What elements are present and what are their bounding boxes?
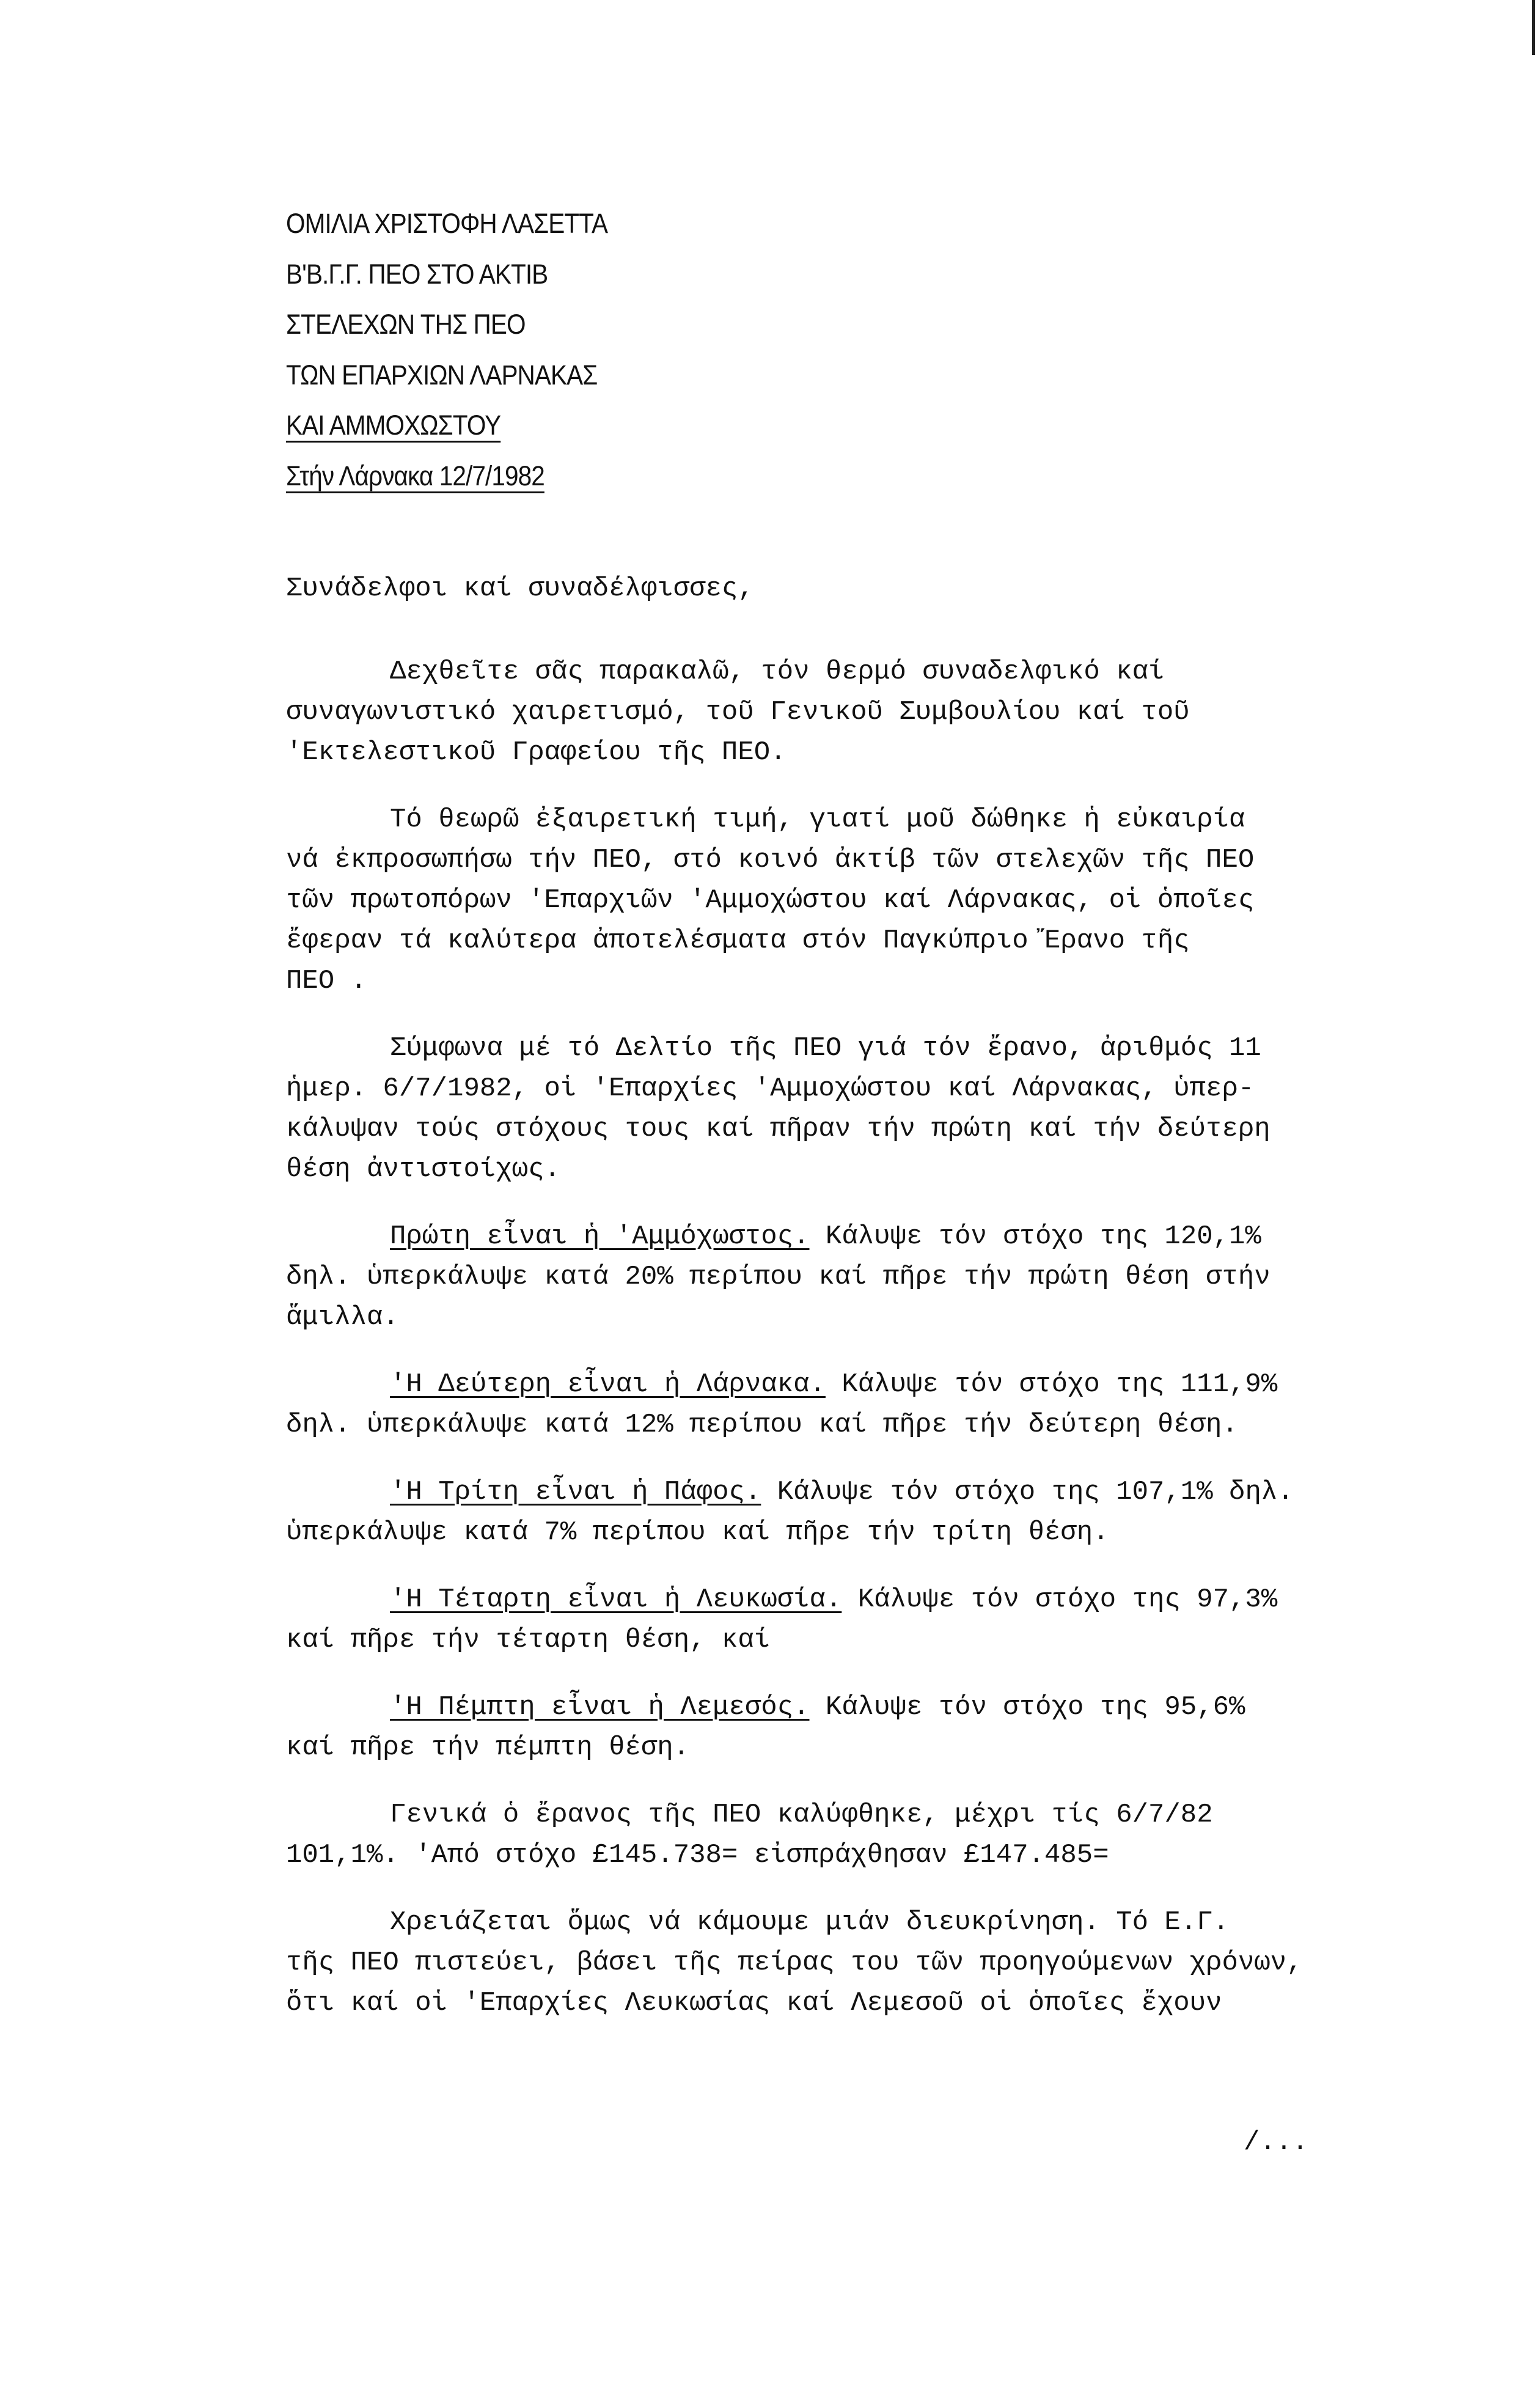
document-body [286, 568, 1447, 2023]
paragraph-ammochostos [286, 1216, 1447, 1337]
paragraph-2 [286, 800, 1447, 1001]
page-edge-mark [1532, 0, 1535, 55]
paragraph-limassol [286, 1687, 1447, 1768]
text-line: 101,1%. 'Από στόχο £145.738= εἰσπράχθησαν £147.485= [286, 1840, 1109, 1870]
underlined-ranking: 'Η Πέμπτη εἶναι ἡ Λεμεσός. [390, 1692, 810, 1723]
text-line: νά ἐκπροσωπήσω τήν ΠΕΟ, στό κοινό ἀκτίβ τῶν στελεχῶν τῆς ΠΕΟ [286, 845, 1255, 875]
paragraph-1 [286, 652, 1447, 773]
text-line: καί πῆρε τήν πέμπτη θέση. [286, 1732, 690, 1763]
underlined-ranking: Πρώτη εἶναι ἡ 'Αμμόχωστος. [390, 1221, 810, 1252]
continuation-mark: /... [1244, 2127, 1308, 2158]
heading-date-line: Στήν Λάρνακα 12/7/1982 [286, 460, 544, 491]
text-line: κάλυψαν τούς στόχους τους καί πῆραν τήν πρώτη καί τήν δεύτερη [286, 1114, 1270, 1144]
text-line: δηλ. ὑπερκάλυψε κατά 12% περίπου καί πῆρε τήν δεύτερη θέση. [286, 1410, 1238, 1440]
text-line: ὅτι καί οἱ 'Επαρχίες Λευκωσίας καί Λεμεσοῦ οἱ ὁποῖες ἔχουν [286, 1988, 1222, 2018]
paragraph-totals [286, 1795, 1447, 1875]
heading-line: ΟΜΙΛΙΑ ΧΡΙΣΤΟΦΗ ΛΑΣΕΤΤΑ [286, 208, 608, 239]
document-heading [286, 199, 607, 501]
ranking-detail: Κάλυψε τόν στόχο της 95,6% [809, 1692, 1245, 1723]
ranking-detail: Κάλυψε τόν στόχο της 97,3% [842, 1584, 1278, 1615]
paragraph-larnaca [286, 1364, 1447, 1445]
text-line [286, 1687, 1447, 1727]
text-line: Γενικά ὁ ἔρανος τῆς ΠΕΟ καλύφθηκε, μέχρι τίς 6/7/82 [390, 1800, 1213, 1830]
text-line: τῶν πρωτοπόρων 'Επαρχιῶν 'Αμμοχώστου καί Λάρνακας, οἱ ὁποῖες [286, 885, 1255, 916]
text-line: 'Εκτελεστικοῦ Γραφείου τῆς ΠΕΟ. [286, 737, 787, 768]
heading-line: ΚΑΙ ΑΜΜΟΧΩΣΤΟΥ [286, 410, 501, 441]
ranking-detail: Κάλυψε τόν στόχο της 120,1% [809, 1221, 1261, 1252]
paragraph-nicosia [286, 1579, 1447, 1660]
text-line: ἔφεραν τά καλύτερα ἀποτελέσματα στόν Παγκύπριο Ἔρανο τῆς [286, 925, 1190, 956]
text-line: ἅμιλλα. [286, 1302, 399, 1333]
text-line [286, 1472, 1447, 1512]
underlined-ranking: 'Η Τρίτη εἶναι ἡ Πάφος. [390, 1477, 761, 1507]
paragraph-paphos [286, 1472, 1447, 1553]
ranking-detail: Κάλυψε τόν στόχο της 111,9% [825, 1369, 1278, 1400]
text-line: Δεχθεῖτε σᾶς παρακαλῶ, τόν θερμό συναδελφικό καί [390, 656, 1165, 687]
paragraph-3 [286, 1028, 1447, 1189]
heading-line: ΣΤΕΛΕΧΩΝ ΤΗΣ ΠΕΟ [286, 309, 526, 340]
paragraph-clarification [286, 1902, 1447, 2023]
text-line [286, 1216, 1447, 1257]
text-line [286, 1579, 1447, 1620]
text-line: συναγωνιστικό χαιρετισμό, τοῦ Γενικοῦ Συμβουλίου καί τοῦ [286, 697, 1190, 727]
heading-line: Β'Β.Γ.Γ. ΠΕΟ ΣΤΟ ΑΚΤΙΒ [286, 258, 548, 290]
text-line: Χρειάζεται ὅμως νά κάμουμε μιάν διευκρίνηση. Τό Ε.Γ. [390, 1907, 1230, 1938]
text-line [286, 1364, 1447, 1405]
underlined-ranking: 'Η Τέταρτη εἶναι ἡ Λευκωσία. [390, 1584, 842, 1615]
text-line: καί πῆρε τήν τέταρτη θέση, καί [286, 1625, 771, 1655]
text-line: θέση ἀντιστοίχως. [286, 1154, 560, 1185]
text-line: ΠΕΟ . [286, 966, 367, 996]
heading-line: ΤΩΝ ΕΠΑΡΧΙΩΝ ΛΑΡΝΑΚΑΣ [286, 359, 598, 391]
text-line: Τό θεωρῶ ἐξαιρετική τιμή, γιατί μοῦ δώθηκε ἡ εὐκαιρία [390, 804, 1245, 835]
text-line: τῆς ΠΕΟ πιστεύει, βάσει τῆς πείρας του τῶν προηγούμενων χρόνων, [286, 1947, 1303, 1978]
greeting: Συνάδελφοι καί συναδέλφισσες, [286, 573, 754, 604]
underlined-ranking: 'Η Δεύτερη εἶναι ἡ Λάρνακα. [390, 1369, 826, 1400]
ranking-detail: Κάλυψε τόν στόχο της 107,1% δηλ. [761, 1477, 1294, 1507]
text-line: Σύμφωνα μέ τό Δελτίο τῆς ΠΕΟ γιά τόν ἔρανο, ἀριθμός 11 [390, 1033, 1261, 1064]
text-line: ἡμερ. 6/7/1982, οἱ 'Επαρχίες 'Αμμοχώστου καί Λάρνακας, ὑπερ- [286, 1073, 1255, 1104]
text-line: δηλ. ὑπερκάλυψε κατά 20% περίπου καί πῆρε τήν πρώτη θέση στήν [286, 1262, 1270, 1292]
text-line: ὑπερκάλυψε κατά 7% περίπου καί πῆρε τήν τρίτη θέση. [286, 1517, 1109, 1548]
